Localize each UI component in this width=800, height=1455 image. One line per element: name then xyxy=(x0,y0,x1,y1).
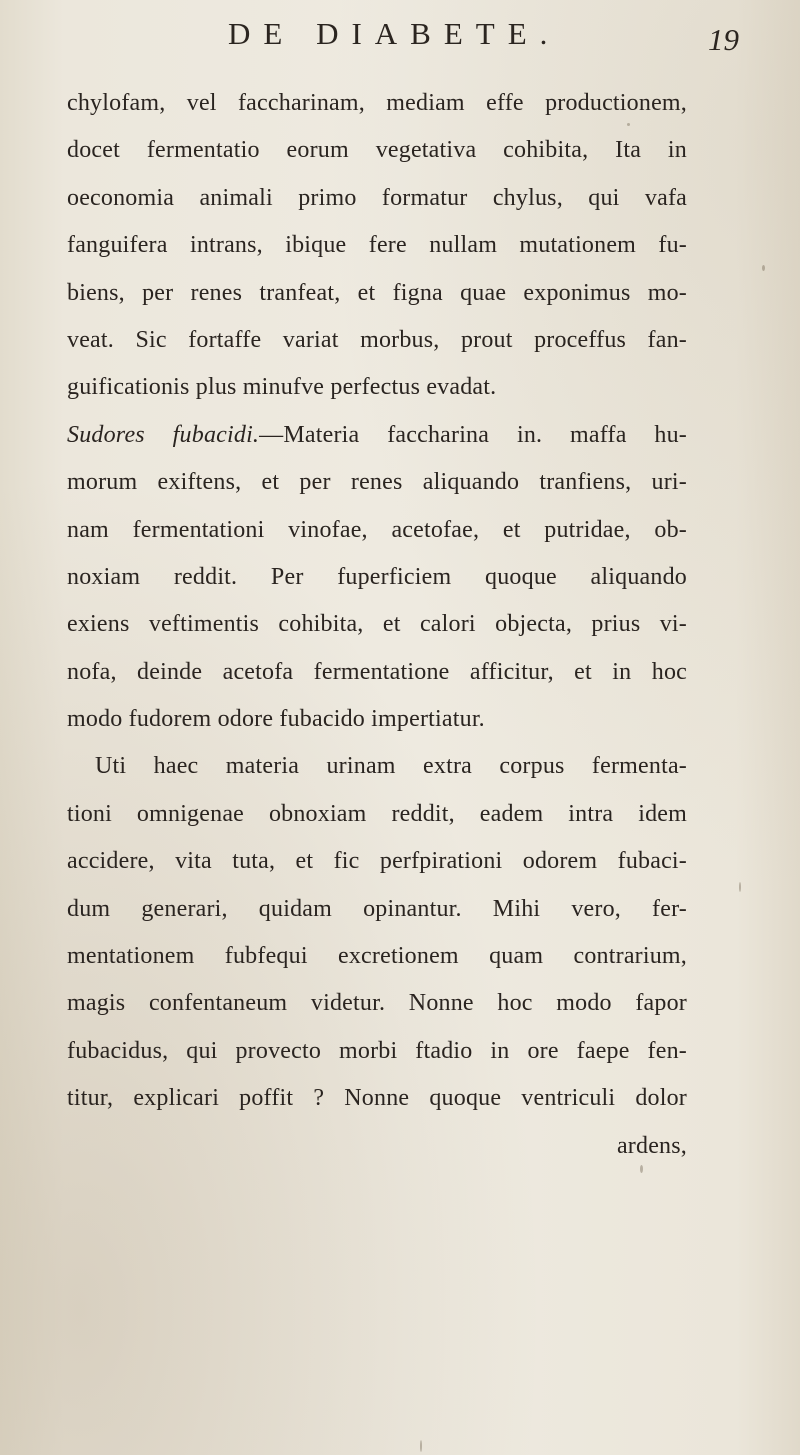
paragraph-first-line: Uti haec materia urinam extra corpus fermenta- xyxy=(95,753,687,780)
text-line: guificationis plus minufve perfectus evadat. xyxy=(67,374,497,401)
paper-speck xyxy=(640,1165,643,1173)
page-header xyxy=(0,16,800,66)
text-line: modo fudorem odore fubacido impertiatur. xyxy=(67,706,485,733)
paper-speck xyxy=(627,123,630,126)
running-title: DE DIABETE. xyxy=(228,16,561,51)
catchword: ardens, xyxy=(616,1132,687,1159)
section-first-line-text: —Materia faccharina in. maffa hu- xyxy=(259,421,688,448)
text-line: chylofam, vel faccharinam, mediam effe productionem, xyxy=(67,90,687,116)
paper-speck xyxy=(762,265,765,271)
text-line: fubacidus, qui provecto morbi ftadio in ore faepe fen- xyxy=(67,1037,687,1064)
section-first-line xyxy=(67,412,687,459)
paper-speck xyxy=(739,882,741,892)
page-number: 19 xyxy=(708,22,739,57)
text-line: docet fermentatio eorum vegetativa cohibita, Ita in xyxy=(67,137,687,164)
text-line: tioni omnigenae obnoxiam reddit, eadem intra idem xyxy=(67,800,687,827)
text-body xyxy=(67,80,687,1170)
text-line: magis confentaneum videtur. Nonne hoc modo fapor xyxy=(67,990,687,1017)
text-line: dum generari, quidam opinantur. Mihi vero, fer- xyxy=(67,895,687,922)
text-line: morum exiftens, et per renes aliquando tranfiens, uri- xyxy=(67,469,687,496)
text-line: biens, per renes tranfeat, et figna quae exponimus mo- xyxy=(67,279,687,306)
text-line: fanguifera intrans, ibique fere nullam mutationem fu- xyxy=(67,232,687,259)
text-line: noxiam reddit. Per fuperficiem quoque aliquando xyxy=(67,563,687,590)
text-line: mentationem fubfequi excretionem quam contrarium, xyxy=(67,943,687,970)
text-line: veat. Sic fortaffe variat morbus, prout proceffus fan- xyxy=(67,326,687,353)
text-line: accidere, vita tuta, et fic perfpirationi odorem fubaci- xyxy=(67,848,687,875)
paper-speck xyxy=(420,1440,422,1452)
text-line: exiens veftimentis cohibita, et calori objecta, prius vi- xyxy=(67,611,687,638)
text-line: oeconomia animali primo formatur chylus, qui vafa xyxy=(67,184,687,211)
text-line: titur, explicari poffit ? Nonne quoque ventriculi dolor xyxy=(67,1085,687,1112)
text-line: nam fermentationi vinofae, acetofae, et putridae, ob- xyxy=(67,516,687,543)
text-line: nofa, deinde acetofa fermentatione afficitur, et in hoc xyxy=(67,658,687,685)
section-heading: Sudores fubacidi. xyxy=(67,421,260,448)
